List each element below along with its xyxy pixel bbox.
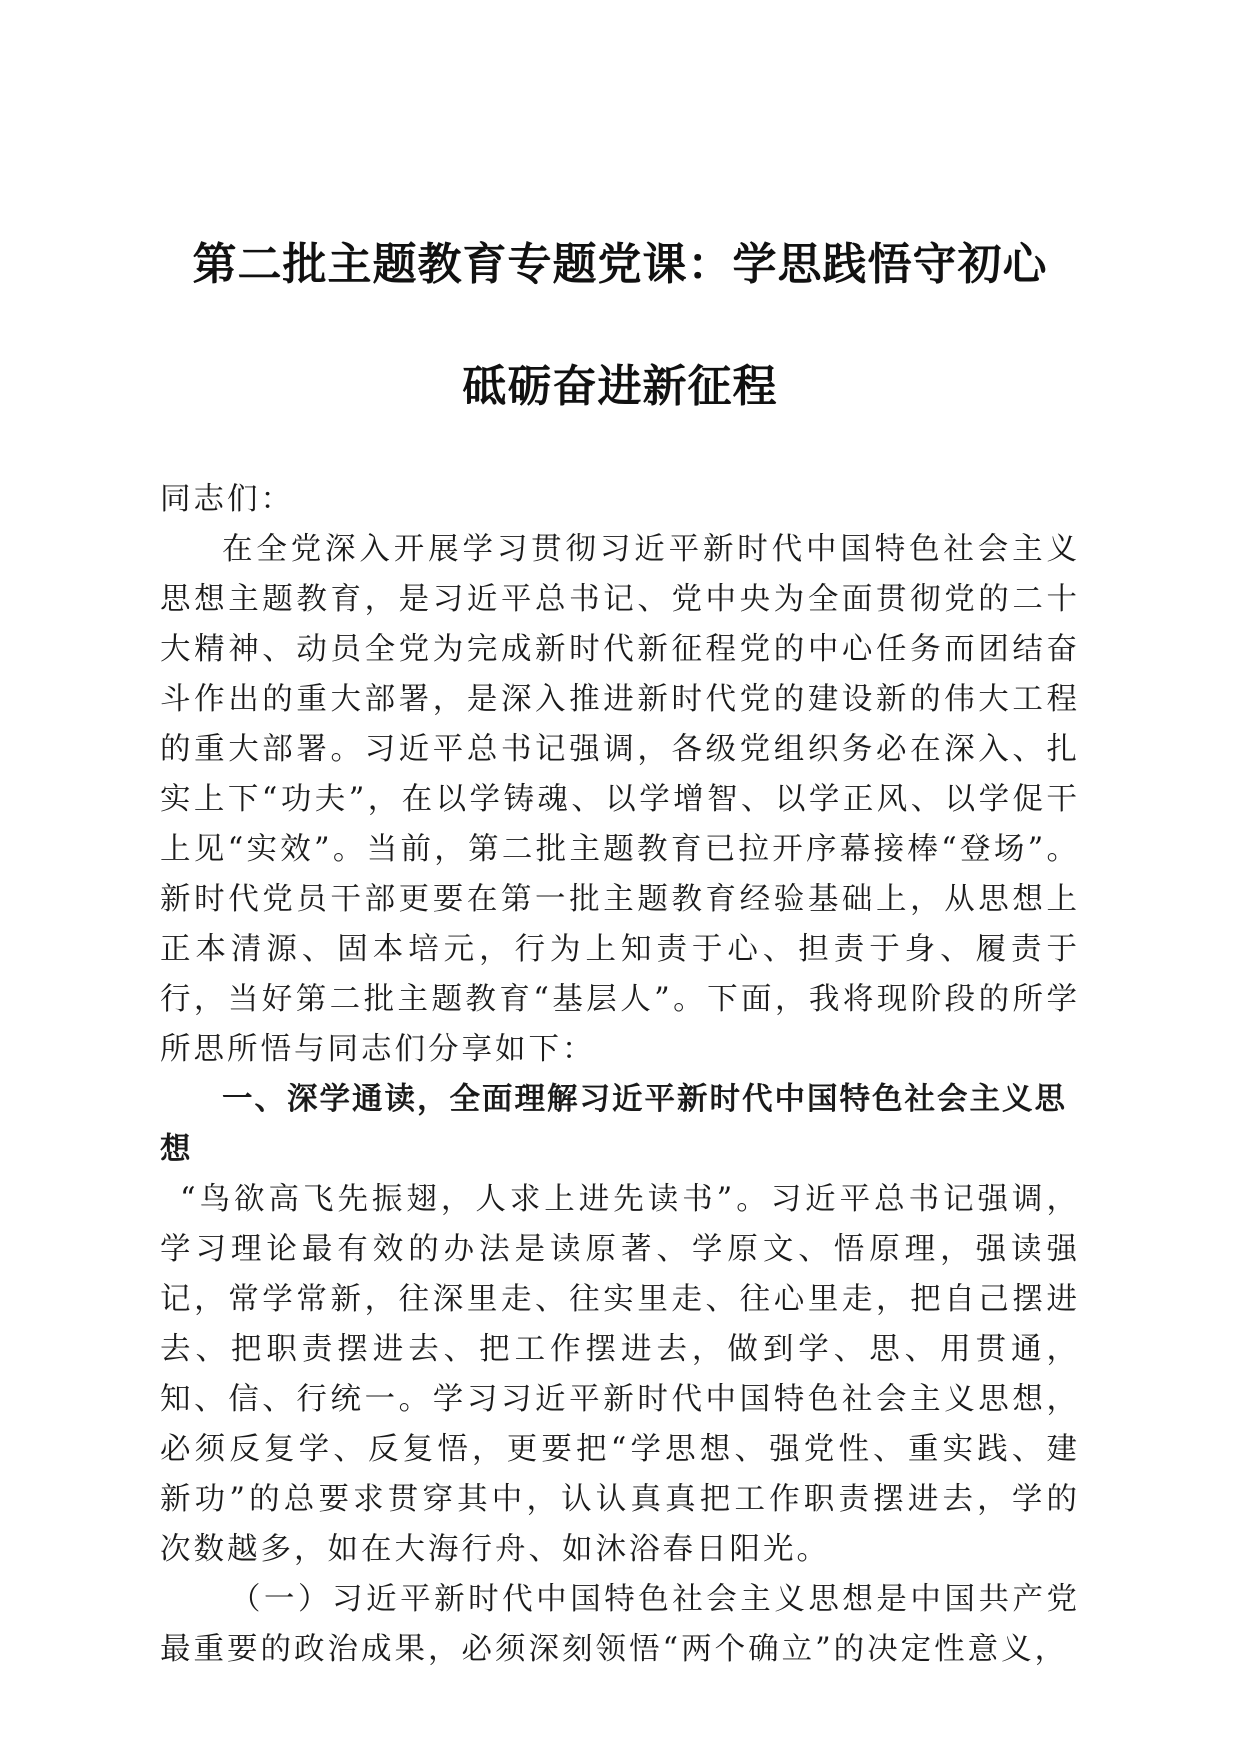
document-title-line2: 砥砺奋进新征程: [462, 361, 778, 412]
greeting: 同志们：: [160, 482, 294, 517]
section1-paragraph: “鸟欲高飞先振翅，人求上进先读书”。习近平总书记强调，学习理论最有效的办法是读原著、学原文、悟原理，强读强记，常学常新，往深里走、往实里走、往心里走，把自己摆进去、把职责摆进去、把工作摆进去，做到学、思、用贯通，知、信、行统一。学习习近平新时代中国特色社会主义思想，必须反复学、反复悟，更要把“学思想、强党性、重实践、建新功”的总要求贯穿其中，认认真真把工作职责摆进去，学的次数越多，如在大海行舟、如沐浴春日阳光。: [160, 1182, 1080, 1567]
subsection1-paragraph: （一）习近平新时代中国特色社会主义思想是中国共产党最重要的政治成果，必须深刻领悟“两个确立”的决定性意义，: [160, 1582, 1080, 1667]
document-title-line1: 第二批主题教育专题党课：学思践悟守初心: [192, 239, 1048, 290]
document-body: [160, 475, 1080, 1675]
intro-paragraph: 在全党深入开展学习贯彻习近平新时代中国特色社会主义思想主题教育，是习近平总书记、党中央为全面贯彻党的二十大精神、动员全党为完成新时代新征程党的中心任务而团结奋斗作出的重大部署，是深入推进新时代党的建设新的伟大工程的重大部署。习近平总书记强调，各级党组织务必在深入、扎实上下“功夫”，在以学铸魂、以学增智、以学正风、以学促干上见“实效”。当前，第二批主题教育已拉开序幕接棒“登场”。新时代党员干部更要在第一批主题教育经验基础上，从思想上正本清源、固本培元，行为上知责于心、担责于身、履责于行，当好第二批主题教育“基层人”。下面，我将现阶段的所学所思所悟与同志们分享如下：: [160, 532, 1080, 1067]
section-heading-1: 一、深学通读，全面理解习近平新时代中国特色社会主义思想: [160, 1082, 1067, 1167]
